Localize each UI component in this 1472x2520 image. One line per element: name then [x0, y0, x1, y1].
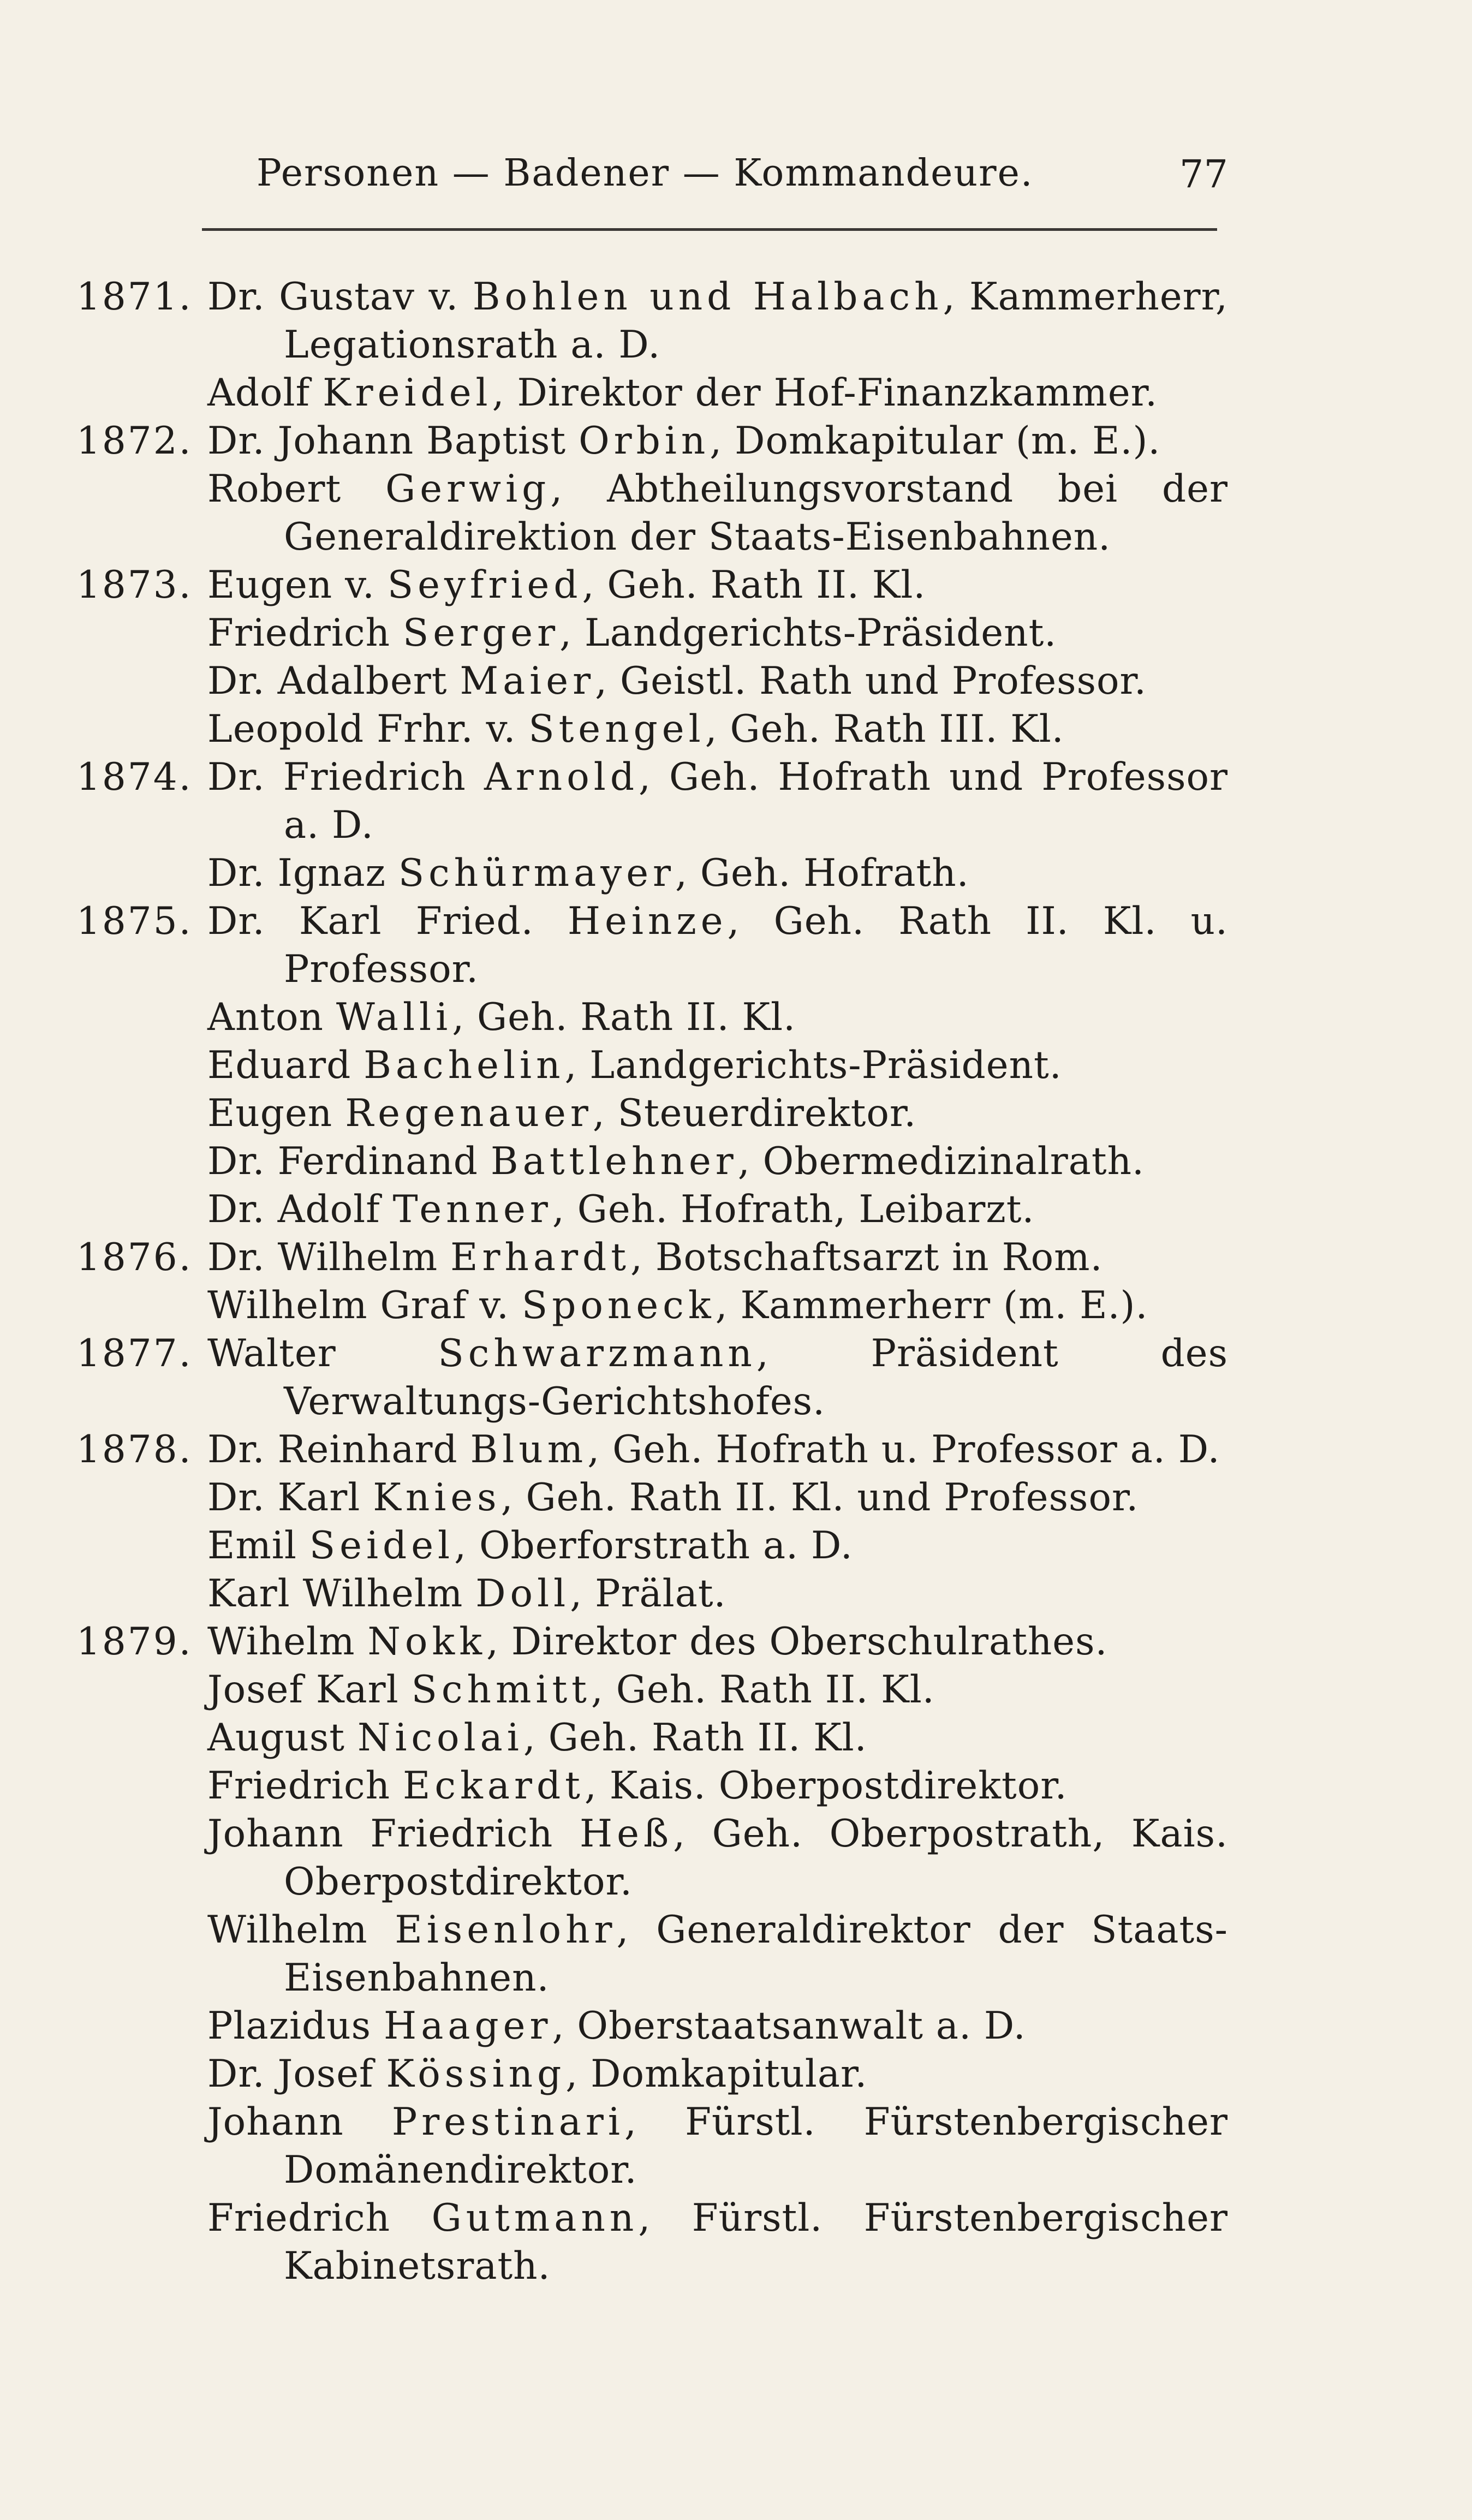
entry-title: , Direktor des Oberschulrathes.	[486, 1620, 1108, 1664]
entry-text	[207, 465, 1228, 561]
entry-surname: Bohlen und Halbach	[472, 275, 943, 319]
entry-prefix: Anton	[207, 996, 336, 1039]
entry-text	[207, 1810, 1228, 1906]
list-item	[76, 1137, 1228, 1185]
entry-year: 1875.	[76, 899, 193, 943]
entry-year: 1871.	[76, 275, 193, 319]
entry-prefix: Wilhelm	[207, 1908, 395, 1952]
entry-text	[207, 2098, 1228, 2194]
entry-prefix: Johann	[207, 2100, 392, 2144]
entry-title: , Fürstl. Fürstenbergischer Domänendirektor.	[284, 2100, 1228, 2192]
entry-text	[207, 657, 1228, 705]
list-item	[76, 1041, 1228, 1089]
list-item	[76, 1570, 1228, 1618]
entry-title: , Geh. Rath II. Kl.	[452, 996, 796, 1039]
entry-title: , Oberstaatsanwalt a. D.	[552, 2004, 1026, 2048]
entry-prefix: Wilhelm Graf v.	[207, 1284, 522, 1327]
entry-surname: Gutmann	[431, 2196, 639, 2240]
entry-title: , Kammerherr, Legationsrath a. D.	[284, 275, 1228, 367]
entry-surname: Nicolai	[357, 1716, 523, 1760]
entry-title: , Präsident des Verwaltungs-Gerichtshofes.	[284, 1332, 1228, 1423]
entry-prefix: Eduard	[207, 1044, 364, 1087]
list-item	[76, 897, 1228, 993]
entry-title: , Geh. Hofrath und Professor a. D.	[284, 755, 1228, 847]
entry-title: , Fürstl. Fürstenbergischer Kabinetsrath.	[284, 2196, 1228, 2288]
entry-surname: Knies	[373, 1476, 501, 1520]
list-item	[76, 561, 1228, 609]
entry-surname: Arnold	[484, 755, 639, 799]
entry-surname: Erhardt	[450, 1236, 630, 1279]
list-item	[76, 1089, 1228, 1137]
entry-title: , Botschaftsarzt in Rom.	[630, 1236, 1103, 1279]
entry-prefix: Friedrich	[207, 611, 403, 655]
entry-surname: Stengel	[528, 707, 705, 751]
list-item	[76, 1185, 1228, 1234]
entry-year: 1876.	[76, 1236, 193, 1279]
list-item	[76, 1810, 1228, 1906]
entry-title: , Geistl. Rath und Professor.	[595, 659, 1147, 703]
entry-title: , Generaldirektor der Staats-Eisenbahnen.	[284, 1908, 1228, 2000]
entry-prefix: Dr. Ferdinand	[207, 1140, 491, 1183]
list-item	[76, 1474, 1228, 1522]
entry-title: , Geh. Hofrath, Leibarzt.	[552, 1188, 1035, 1231]
entry-surname: Regenauer	[345, 1092, 593, 1135]
entry-title: , Geh. Rath II. Kl.	[582, 563, 926, 607]
entry-surname: Battlehner	[490, 1140, 738, 1183]
entry-text	[207, 753, 1228, 849]
entry-prefix: Eugen v.	[207, 563, 388, 607]
entry-surname: Serger	[403, 611, 560, 655]
entry-text	[207, 369, 1228, 417]
entry-prefix: Dr. Gustav v.	[207, 275, 473, 319]
entry-prefix: Eugen	[207, 1092, 345, 1135]
entry-text	[207, 1137, 1228, 1185]
list-item	[76, 1666, 1228, 1714]
entry-surname: Seyfried	[387, 563, 582, 607]
entry-year: 1877.	[76, 1332, 193, 1375]
entry-text	[207, 1522, 1228, 1570]
entry-text	[207, 609, 1228, 657]
entry-text	[207, 1570, 1228, 1618]
list-item	[76, 1282, 1228, 1330]
list-item	[76, 657, 1228, 705]
entry-prefix: Dr. Reinhard	[207, 1428, 470, 1472]
entry-title: , Geh. Rath II. Kl.	[591, 1668, 935, 1712]
entry-surname: Nokk	[367, 1620, 487, 1664]
entry-prefix: Friedrich	[207, 2196, 432, 2240]
entry-prefix: Dr. Adalbert	[207, 659, 460, 703]
entry-title: , Obermedizinalrath.	[737, 1140, 1145, 1183]
entry-surname: Haager	[384, 2004, 552, 2048]
list-item	[76, 1234, 1228, 1282]
entry-prefix: Karl Wilhelm	[207, 1572, 476, 1616]
entry-text	[207, 2194, 1228, 2290]
entry-prefix: Dr. Karl Fried.	[207, 899, 568, 943]
list-item	[76, 705, 1228, 753]
entry-text	[207, 273, 1228, 369]
entry-surname: Schmitt	[411, 1668, 591, 1712]
entry-year: 1874.	[76, 755, 193, 799]
entry-title: , Kais. Oberpostdirektor.	[584, 1764, 1068, 1808]
entry-text	[207, 1906, 1228, 2002]
entry-text	[207, 1762, 1228, 1810]
entry-list	[76, 273, 1228, 2290]
list-item	[76, 465, 1228, 561]
entry-title: , Kammerherr (m. E.).	[715, 1284, 1148, 1327]
entry-text	[207, 1474, 1228, 1522]
entry-title: , Abtheilungsvorstand bei der Generaldirektion der Staats-Eisenbahnen.	[284, 467, 1228, 559]
entry-prefix: Plazidus	[207, 2004, 384, 2048]
entry-prefix: Dr. Adolf	[207, 1188, 393, 1231]
entry-title: , Oberforstrath a. D.	[454, 1524, 853, 1568]
entry-surname: Kössing	[386, 2052, 566, 2096]
header-rule	[202, 228, 1217, 231]
entry-surname: Orbin	[579, 419, 710, 463]
entry-text	[207, 1041, 1228, 1089]
list-item	[76, 849, 1228, 897]
entry-prefix: Dr. Ignaz	[207, 851, 398, 895]
entry-surname: Seidel	[309, 1524, 455, 1568]
entry-prefix: Dr. Karl	[207, 1476, 373, 1520]
list-item	[76, 1522, 1228, 1570]
entry-prefix: Dr. Johann Baptist	[207, 419, 579, 463]
list-item	[76, 2194, 1228, 2290]
entry-year: 1873.	[76, 563, 193, 607]
entry-surname: Heß	[580, 1812, 674, 1856]
entry-text	[207, 897, 1228, 993]
list-item	[76, 1426, 1228, 1474]
entry-surname: Prestinari	[391, 2100, 624, 2144]
entry-text	[207, 1089, 1228, 1137]
entry-prefix: Josef Karl	[207, 1668, 412, 1712]
entry-surname: Heinze	[567, 899, 728, 943]
entry-title: , Landgerichts-Präsident.	[564, 1044, 1062, 1087]
entry-year: 1872.	[76, 419, 193, 463]
entry-prefix: August	[207, 1716, 357, 1760]
list-item	[76, 2098, 1228, 2194]
list-item	[76, 993, 1228, 1041]
header-title: Personen — Badener — Kommandeure.	[257, 152, 1034, 195]
entry-text	[207, 561, 1228, 609]
entry-prefix: Dr. Josef	[207, 2052, 386, 2096]
entry-text	[207, 1234, 1228, 1282]
list-item	[76, 2002, 1228, 2050]
entry-title: , Geh. Rath II. Kl. u. Professor.	[284, 899, 1228, 991]
entry-surname: Tenner	[392, 1188, 552, 1231]
entry-surname: Maier	[460, 659, 595, 703]
entry-text	[207, 1185, 1228, 1234]
entry-prefix: Walter	[207, 1332, 438, 1375]
entry-text	[207, 1426, 1228, 1474]
entry-title: , Domkapitular.	[565, 2052, 868, 2096]
entry-text	[207, 993, 1228, 1041]
entry-prefix: Dr. Friedrich	[207, 755, 484, 799]
entry-title: , Landgerichts-Präsident.	[559, 611, 1057, 655]
entry-text	[207, 1618, 1228, 1666]
list-item	[76, 1330, 1228, 1426]
list-item	[76, 369, 1228, 417]
entry-surname: Bachelin	[363, 1044, 565, 1087]
entry-surname: Doll	[475, 1572, 570, 1616]
entry-surname: Walli	[336, 996, 452, 1039]
entry-prefix: Emil	[207, 1524, 309, 1568]
entry-title: , Geh. Oberpostrath, Kais. Oberpostdirektor.	[284, 1812, 1228, 1904]
entry-surname: Sponeck	[521, 1284, 716, 1327]
entry-prefix: Robert	[207, 467, 386, 511]
entry-title: , Geh. Rath III. Kl.	[705, 707, 1064, 751]
entry-surname: Gerwig	[385, 467, 551, 511]
entry-text	[207, 849, 1228, 897]
page-number: 77	[1179, 152, 1228, 196]
entry-title: , Geh. Hofrath u. Professor a. D.	[587, 1428, 1220, 1472]
entry-title: , Steuerdirektor.	[592, 1092, 917, 1135]
list-item	[76, 1906, 1228, 2002]
entry-surname: Schürmayer	[398, 851, 676, 895]
list-item	[76, 1618, 1228, 1666]
entry-surname: Eckardt	[403, 1764, 585, 1808]
entry-prefix: Johann Friedrich	[207, 1812, 580, 1856]
entry-text	[207, 1330, 1228, 1426]
entry-text	[207, 417, 1228, 465]
entry-title: , Direktor der Hof-Finanzkammer.	[492, 371, 1158, 415]
entry-surname: Schwarzmann	[438, 1332, 756, 1375]
entry-prefix: Adolf	[207, 371, 323, 415]
entry-text	[207, 705, 1228, 753]
list-item	[76, 1714, 1228, 1762]
entry-prefix: Wihelm	[207, 1620, 368, 1664]
list-item	[76, 753, 1228, 849]
entry-text	[207, 2002, 1228, 2050]
entry-text	[207, 1282, 1228, 1330]
entry-surname: Kreidel	[323, 371, 492, 415]
list-item	[76, 1762, 1228, 1810]
list-item	[76, 273, 1228, 369]
list-item	[76, 609, 1228, 657]
list-item	[76, 2050, 1228, 2098]
entry-title: , Geh. Rath II. Kl. und Professor.	[500, 1476, 1139, 1520]
entry-surname: Eisenlohr	[395, 1908, 617, 1952]
entry-text	[207, 1714, 1228, 1762]
entry-prefix: Friedrich	[207, 1764, 403, 1808]
entry-title: , Domkapitular (m. E.).	[710, 419, 1161, 463]
entry-year: 1878.	[76, 1428, 193, 1472]
entry-title: , Prälat.	[570, 1572, 726, 1616]
entry-prefix: Dr. Wilhelm	[207, 1236, 451, 1279]
entry-prefix: Leopold Frhr. v.	[207, 707, 529, 751]
entry-surname: Blum	[470, 1428, 588, 1472]
list-item	[76, 417, 1228, 465]
entry-year: 1879.	[76, 1620, 193, 1664]
entry-text	[207, 2050, 1228, 2098]
entry-title: , Geh. Hofrath.	[675, 851, 969, 895]
entry-text	[207, 1666, 1228, 1714]
running-header	[207, 142, 1228, 207]
entry-title: , Geh. Rath II. Kl.	[523, 1716, 867, 1760]
